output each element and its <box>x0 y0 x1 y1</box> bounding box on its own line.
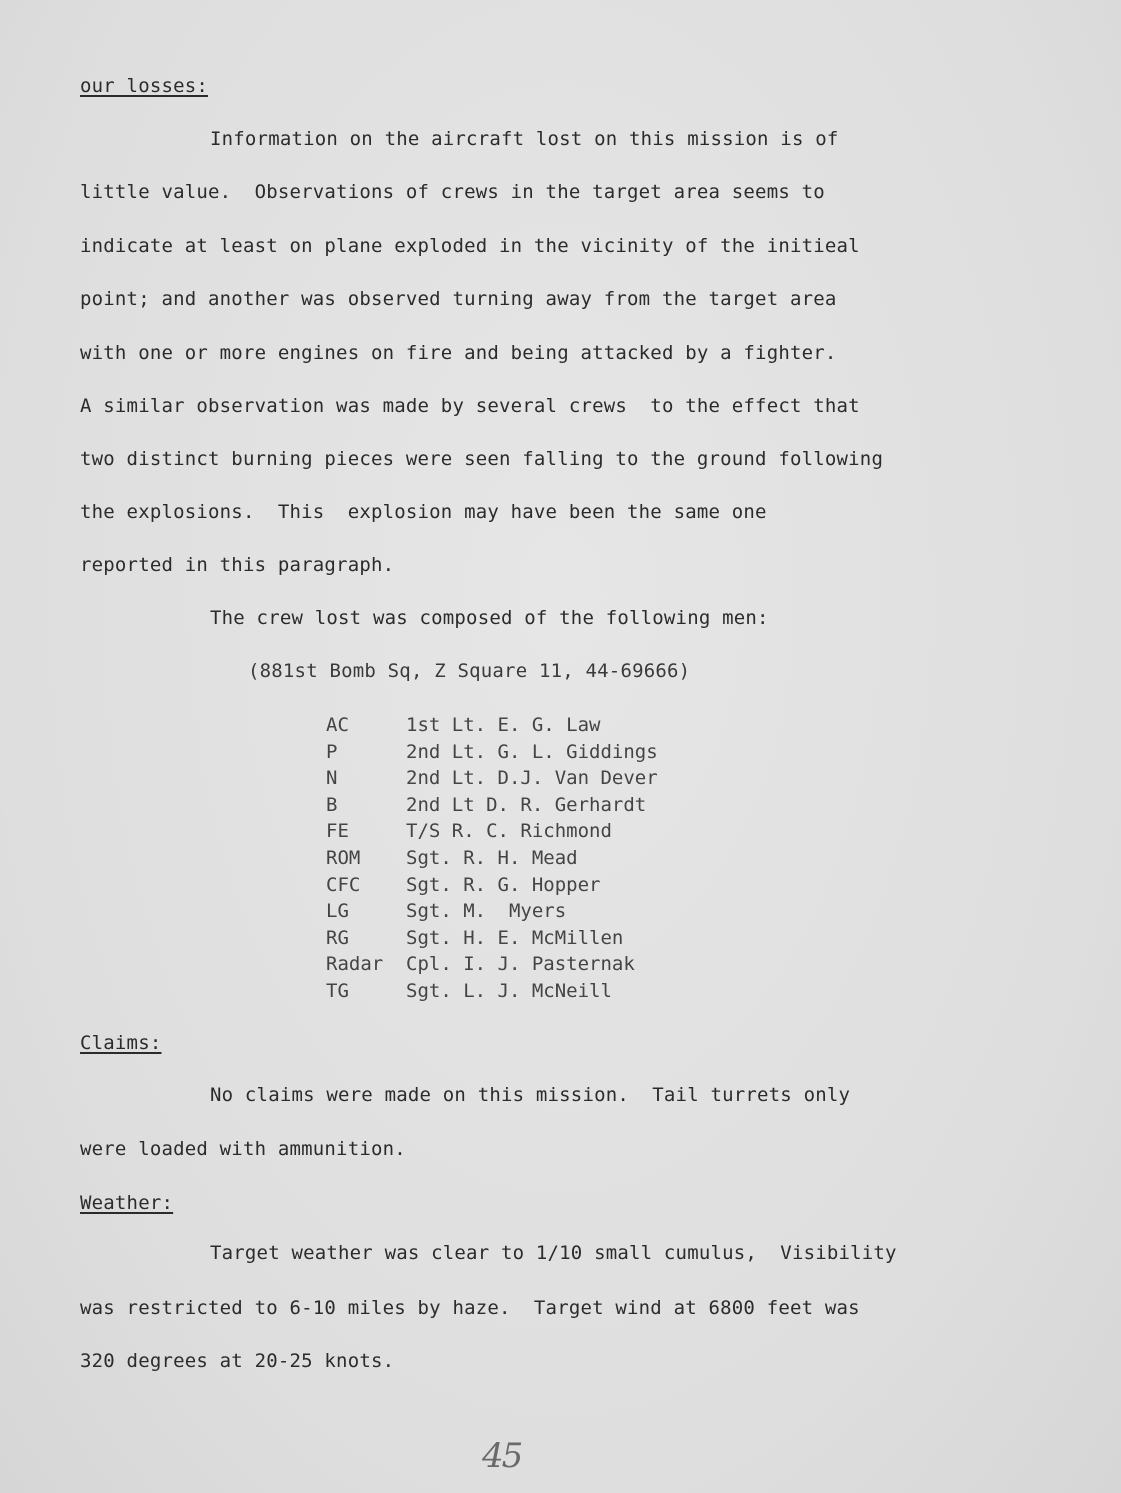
crew-row <box>326 978 658 1005</box>
crew-name: 1st Lt. E. G. Law <box>406 714 601 736</box>
weather-text-line-3: 320 degrees at 20-25 knots. <box>80 1350 395 1372</box>
claims-text-line-2: were loaded with ammunition. <box>80 1138 406 1160</box>
losses-text-line-6: A similar observation was made by several crews to the effect that <box>80 395 860 417</box>
page-number: 45 <box>482 1436 522 1476</box>
crew-name: Sgt. M. Myers <box>406 900 567 923</box>
crew-row <box>326 925 658 952</box>
crew-row <box>326 739 658 766</box>
crew-row <box>326 765 658 792</box>
crew-position: N <box>326 767 338 790</box>
crew-name: T/S R. C. Richmond <box>406 820 612 843</box>
crew-row <box>326 951 658 978</box>
crew-name: 2nd Lt. G. L. Giddings <box>406 740 658 763</box>
crew-position: LG <box>326 900 349 923</box>
crew-position: AC <box>326 714 349 736</box>
losses-text-line-5: with one or more engines on fire and being attacked by a fighter. <box>80 342 837 364</box>
crew-row <box>326 792 658 819</box>
crew-position: RG <box>326 926 349 949</box>
losses-text-line-3: indicate at least on plane exploded in the vicinity of the initieal <box>80 235 860 257</box>
losses-text-line-2: little value. Observations of crews in the target area seems to <box>80 181 825 203</box>
weather-text-line-2: was restricted to 6-10 miles by haze. Target wind at 6800 feet was <box>80 1297 860 1319</box>
crew-name: Sgt. H. E. McMillen <box>406 926 624 949</box>
claims-heading: Claims: <box>80 1032 162 1054</box>
losses-text-line-8: the explosions. This explosion may have been the same one <box>80 501 767 523</box>
crew-row <box>326 872 658 899</box>
crew-name: 2nd Lt D. R. Gerhardt <box>406 793 647 816</box>
crew-row <box>326 818 658 845</box>
crew-unit: (881st Bomb Sq, Z Square 11, 44-69666) <box>248 660 691 682</box>
weather-heading: Weather: <box>80 1192 174 1214</box>
crew-position: ROM <box>326 846 361 869</box>
crew-position: TG <box>326 979 349 1002</box>
crew-name: Sgt. L. J. McNeill <box>406 979 612 1002</box>
losses-heading: our losses: <box>80 75 209 97</box>
crew-row <box>326 898 658 925</box>
crew-name: Cpl. I. J. Pasternak <box>406 953 635 976</box>
crew-position: P <box>326 740 338 763</box>
losses-text-line-9: reported in this paragraph. <box>80 554 395 576</box>
losses-text-line-4: point; and another was observed turning away from the target area <box>80 288 837 310</box>
crew-position: B <box>326 793 338 816</box>
weather-text-line-1: Target weather was clear to 1/10 small cumulus, Visibility <box>210 1242 897 1264</box>
crew-position: CFC <box>326 873 361 896</box>
crew-row <box>326 845 658 872</box>
losses-text-line-1: Information on the aircraft lost on this mission is of <box>210 128 839 150</box>
crew-name: Sgt. R. H. Mead <box>406 846 578 869</box>
crew-intro: The crew lost was composed of the following men: <box>210 607 769 629</box>
claims-text-line-1: No claims were made on this mission. Tail turrets only <box>210 1084 851 1106</box>
crew-row <box>326 712 658 739</box>
crew-list <box>326 712 658 1005</box>
crew-name: 2nd Lt. D.J. Van Dever <box>406 767 658 790</box>
crew-name: Sgt. R. G. Hopper <box>406 873 601 896</box>
losses-text-line-7: two distinct burning pieces were seen falling to the ground following <box>80 448 884 470</box>
crew-position: FE <box>326 820 349 843</box>
crew-position: Radar <box>326 953 384 976</box>
